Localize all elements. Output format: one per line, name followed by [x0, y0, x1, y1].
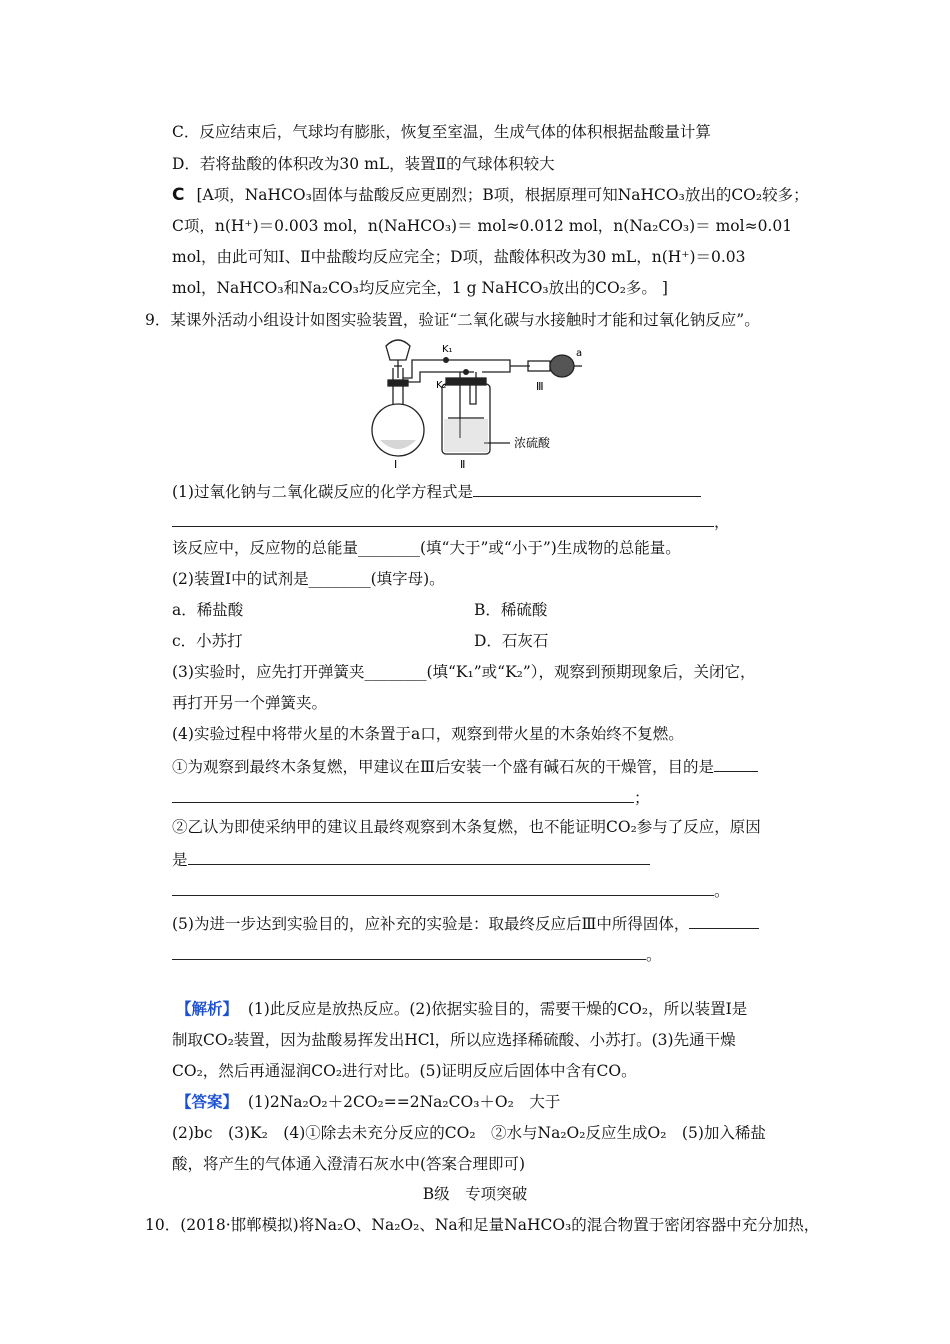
answer-text-1: (1)2Na₂O₂＋2CO₂==2Na₂CO₃＋O₂ 大于 [247, 1093, 561, 1111]
q9-part4-1-text: ①为观察到最终木条复燃，甲建议在Ⅲ后安装一个盛有碱石灰的干燥管，目的是 [172, 758, 714, 776]
q8-option-c: C．反应结束后，气球均有膨胀，恢复至室温，生成气体的体积根据盐酸量计算 [172, 123, 711, 141]
label-II: Ⅱ [460, 458, 466, 470]
q9-part4-2-line-2 [172, 847, 650, 871]
analysis-line-3: CO₂，然后再通湿润CO₂进行对比。(5)证明反应后固体中含有CO。 [172, 1062, 637, 1080]
label-III: Ⅲ [536, 380, 544, 393]
q9-part1-energy: 该反应中，反应物的总能量________(填“大于”或“小于”)生成物的总能量。 [172, 539, 681, 557]
answer-blank[interactable] [172, 509, 714, 527]
analysis-tag: 【解析】 [176, 999, 239, 1018]
q9-part4-1-continuation [172, 785, 650, 809]
q9-part2-option-b: B．稀硫酸 [474, 601, 548, 619]
label-k2: K₂ [436, 380, 447, 391]
q8-explanation-line-4: mol，NaHCO₃和Na₂CO₃均反应完全，1 g NaHCO₃放出的CO₂多。 ] [172, 279, 668, 297]
q9-stem: 9．某课外活动小组设计如图实验装置，验证“二氧化碳与水接触时才能和过氧化钠反应”。 [145, 311, 760, 329]
q9-part5-text: (5)为进一步达到实验目的，应补充的实验是：取最终反应后Ⅲ中所得固体， [172, 915, 690, 933]
q9-part3-line-1: (3)实验时，应先打开弹簧夹________(填“K₁”或“K₂”），观察到预期现象后，关闭它， [172, 663, 756, 681]
q9-part4-2-continuation [172, 878, 730, 902]
answer-blank[interactable] [172, 878, 714, 896]
q9-part2: (2)装置Ⅰ中的试剂是________(填字母)。 [172, 570, 445, 588]
q8-explanation-line-1 [172, 184, 809, 206]
separatory-funnel [386, 340, 410, 360]
label-I: Ⅰ [394, 458, 398, 470]
q8-answer-letter: C [172, 185, 185, 205]
label-k1: K₁ [442, 344, 453, 355]
q9-part1-line [172, 479, 701, 503]
q9-part2-option-c: c．小苏打 [172, 632, 243, 650]
q8-option-d: D．若将盐酸的体积改为30 mL，装置Ⅱ的气球体积较大 [172, 155, 555, 173]
q9-part5-continuation [172, 942, 662, 966]
answer-blank[interactable] [473, 479, 701, 497]
q9-part2-option-a: a．稀盐酸 [172, 601, 244, 619]
label-conc-sulfuric-acid: 浓硫酸 [514, 436, 551, 450]
answer-blank[interactable] [188, 847, 650, 865]
section-title: B级 专项突破 [422, 1185, 528, 1203]
q9-part4-2: ②乙认为即使采纳甲的建议且最终观察到木条复燃，也不能证明CO₂参与了反应，原因 [172, 818, 761, 836]
q9-part1-text: (1)过氧化钠与二氧化碳反应的化学方程式是 [172, 483, 473, 501]
period: 。 [646, 946, 662, 964]
apparatus-diagram [350, 338, 582, 470]
answer-tag: 【答案】 [176, 1092, 239, 1111]
q8-explanation-line-3: mol，由此可知Ⅰ、Ⅱ中盐酸均反应完全；D项，盐酸体积改为30 mL，n(H⁺)＝0.03 [172, 248, 746, 266]
period: 。 [714, 882, 730, 900]
answer-blank[interactable] [714, 754, 758, 772]
semicolon: ； [634, 789, 650, 807]
q9-part4-2-text: 是 [172, 851, 188, 869]
answer-line-1 [176, 1091, 560, 1113]
answer-blank[interactable] [172, 942, 646, 960]
analysis-line-2: 制取CO₂装置，因为盐酸易挥发出HCl，所以应选择稀硫酸、小苏打。(3)先通干燥 [172, 1031, 736, 1049]
tube-III-sample [550, 355, 574, 377]
q9-part4-1 [172, 754, 758, 778]
answer-blank[interactable] [172, 785, 634, 803]
comma: ， [714, 513, 730, 531]
analysis-line-1 [176, 998, 747, 1020]
q9-part1-continuation [172, 509, 730, 533]
answer-line-3: 酸，将产生的气体通入澄清石灰水中(答案合理即可) [172, 1155, 526, 1173]
label-a: a [576, 348, 582, 359]
q9-part3-line-2: 再打开另一个弹簧夹。 [172, 694, 328, 712]
answer-line-2: (2)bc (3)K₂ (4)①除去未充分反应的CO₂ ②水与Na₂O₂反应生成O₂ (5)加入稀盐 [172, 1124, 766, 1142]
q10-stem: 10．(2018·邯郸模拟)将Na₂O、Na₂O₂、Na和足量NaHCO₃的混合物置于密闭容器中充分加热， [145, 1216, 820, 1234]
analysis-text-1: (1)此反应是放热反应。(2)依据实验目的，需要干燥的CO₂，所以装置Ⅰ是 [247, 1000, 748, 1018]
q9-part5 [172, 911, 759, 935]
q9-part2-option-d: D．石灰石 [474, 632, 549, 650]
q9-part4: (4)实验过程中将带火星的木条置于a口，观察到带火星的木条始终不复燃。 [172, 725, 684, 743]
answer-blank[interactable] [689, 911, 759, 929]
q8-expl-text-1: [A项，NaHCO₃固体与盐酸反应更剧烈；B项，根据原理可知NaHCO₃放出的CO₂较多； [196, 186, 809, 204]
q8-explanation-line-2: C项，n(H⁺)＝0.003 mol，n(NaHCO₃)＝ mol≈0.012 mol，n(Na₂CO₃)＝ mol≈0.01 [172, 217, 793, 235]
